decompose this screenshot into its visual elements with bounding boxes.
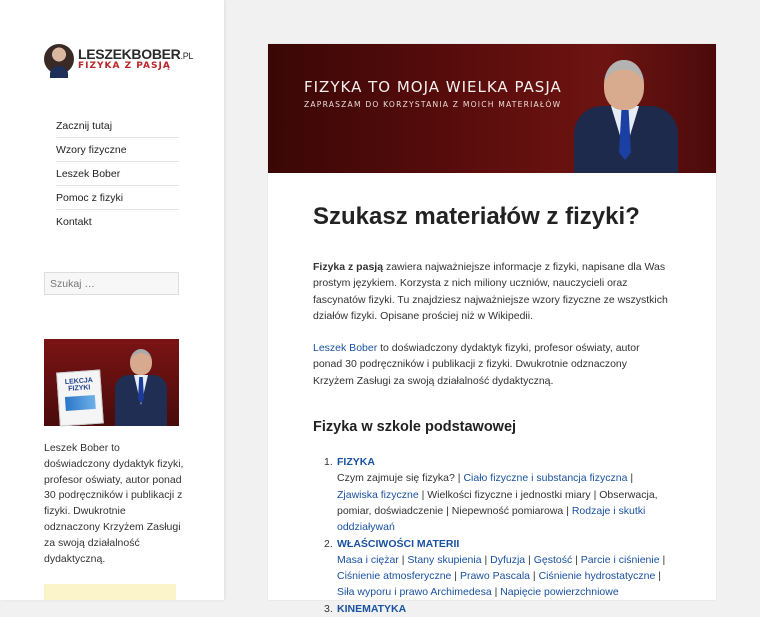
topic-link[interactable]: Siła wyporu i prawo Archimedesa bbox=[337, 586, 492, 599]
section-number: 1. bbox=[324, 456, 333, 469]
topic-link[interactable]: Napięcie powierzchniowe bbox=[500, 586, 619, 599]
topic-link[interactable]: Masa i ciężar bbox=[337, 553, 399, 566]
topic-link[interactable]: Parcie i ciśnienie bbox=[580, 553, 660, 566]
topic-link[interactable]: Rodzaje i skutki oddziaływań bbox=[337, 504, 646, 534]
intro-paragraph: Fizyka z pasją zawiera najważniejsze informacje z fizyki, napisane dla Was prostym językiem. Korzysta z nich miliony uczniów, nauczycieli oraz fascynatów fizyki. Tu znajdziesz najważniejsze wzory fizyczne ze wszystkich działów fizyki. Opisane prościej niż w Wikipedii. bbox=[313, 261, 668, 322]
separator: | bbox=[627, 472, 634, 485]
logo-text bbox=[78, 47, 193, 71]
section-number: 3. bbox=[324, 602, 333, 615]
topic-section bbox=[324, 601, 670, 617]
logo-main: LESZEKBOBER.PL bbox=[78, 46, 194, 62]
section-number: 2. bbox=[324, 537, 333, 550]
separator: | bbox=[563, 504, 572, 517]
topic-link[interactable]: Gęstość bbox=[533, 553, 573, 566]
author-bio: Leszek Bober to doświadczony dydaktyk fizyki, profesor oświaty, autor ponad 30 podręczników i publikacji z fizyki. Dwukrotnie odznaczony Krzyżem Zasługi za swoją działalność dydaktyczną. bbox=[44, 442, 184, 565]
banner-author-photo bbox=[574, 60, 678, 173]
brand-name: Fizyka z pasją bbox=[313, 261, 384, 273]
separator: | bbox=[481, 553, 491, 566]
topic-link[interactable]: Zjawiska fizyczne bbox=[337, 488, 419, 501]
separator: | bbox=[572, 553, 581, 566]
main-nav bbox=[56, 114, 179, 234]
separator: | bbox=[443, 504, 452, 517]
topic-link[interactable]: Stany skupienia bbox=[407, 553, 482, 566]
section-title-link[interactable]: KINEMATYKA bbox=[337, 602, 407, 615]
book-cover: LEKCJA FIZYKI bbox=[56, 370, 104, 427]
section-title-link[interactable]: WŁAŚCIWOŚCI MATERII bbox=[337, 537, 460, 550]
topic-section bbox=[324, 454, 670, 535]
separator: | bbox=[590, 488, 600, 501]
topic-link[interactable]: Ciśnienie hydrostatyczne bbox=[538, 570, 656, 583]
topic-link[interactable]: Ciśnienie atmosferyczne bbox=[337, 570, 452, 583]
author-photo bbox=[112, 349, 170, 426]
header-banner bbox=[268, 44, 716, 173]
author-paragraph: Leszek Bober to doświadczony dydaktyk fizyki, profesor oświaty, autor ponad 30 podręczników i publikacji z fizyki. Dwukrotnie odznaczony Krzyżem Zasługi za swoją działalność dydaktyczną. bbox=[313, 342, 640, 387]
topic-list bbox=[313, 454, 670, 617]
separator: | bbox=[491, 586, 501, 599]
nav-item-zacznij-tutaj[interactable]: Zacznij tutaj bbox=[56, 114, 179, 138]
separator: | bbox=[398, 553, 408, 566]
section-heading: Fizyka w szkole podstawowej bbox=[313, 419, 517, 436]
page-title: Szukasz materiałów z fizyki? bbox=[313, 203, 640, 230]
author-link[interactable]: Leszek Bober bbox=[313, 342, 378, 355]
topic-text: Czym zajmuje się fizyka? bbox=[337, 472, 455, 485]
article bbox=[268, 173, 716, 617]
main-content bbox=[268, 44, 716, 615]
section-title-link[interactable]: FIZYKA bbox=[337, 456, 375, 469]
search-input[interactable] bbox=[44, 272, 179, 295]
banner-subtitle: ZAPRASZAM DO KORZYSTANIA Z MOICH MATERIAŁÓW bbox=[304, 100, 562, 109]
separator: | bbox=[454, 472, 464, 485]
topic-link[interactable]: Prawo Pascala bbox=[459, 570, 530, 583]
topic-text: Wielkości fizyczne i jednostki miary bbox=[427, 488, 591, 501]
nav-item-kontakt[interactable]: Kontakt bbox=[56, 216, 92, 228]
separator: | bbox=[418, 488, 428, 501]
nav-item-leszek-bober[interactable]: Leszek Bober bbox=[56, 162, 179, 186]
topic-text: Niepewność pomiarowa bbox=[451, 504, 564, 517]
site-logo[interactable] bbox=[44, 44, 194, 74]
topic-section bbox=[324, 536, 670, 601]
nav-item-pomoc-z-fizyki[interactable]: Pomoc z fizyki bbox=[56, 186, 179, 210]
promo-image[interactable] bbox=[44, 339, 179, 426]
separator: | bbox=[451, 570, 460, 583]
logo-tagline: FIZYKA Z PASJĄ bbox=[78, 61, 171, 71]
topic-text: Obserwacja, pomiar, doświadczenie bbox=[337, 488, 658, 517]
separator: | bbox=[530, 570, 539, 583]
logo-avatar bbox=[44, 44, 74, 74]
separator: | bbox=[659, 553, 666, 566]
sidebar bbox=[0, 0, 224, 600]
yellow-widget bbox=[44, 584, 176, 600]
separator: | bbox=[525, 553, 534, 566]
banner-title: FIZYKA TO MOJA WIELKA PASJA bbox=[304, 78, 562, 96]
separator: | bbox=[655, 570, 661, 583]
nav-item-wzory-fizyczne[interactable]: Wzory fizyczne bbox=[56, 138, 179, 162]
topic-link[interactable]: Ciało fizyczne i substancja fizyczna bbox=[463, 472, 628, 485]
topic-link[interactable]: Dyfuzja bbox=[490, 553, 526, 566]
